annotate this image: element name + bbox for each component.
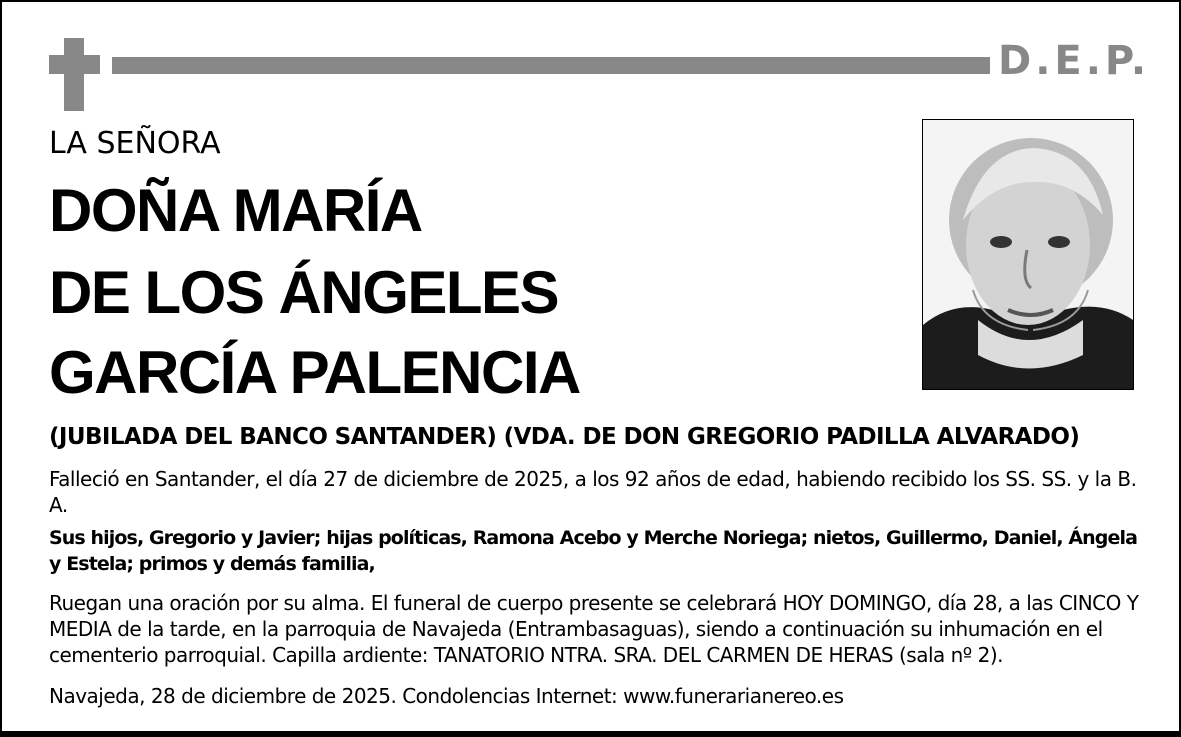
family-paragraph: Sus hijos, Gregorio y Javier; hijas políticas, Ramona Acebo y Merche Noriega; nietos, Guillermo, Daniel, Ángela y Estela; primos y demás familia, bbox=[49, 527, 1138, 575]
death-paragraph: Falleció en Santander, el día 27 de diciembre de 2025, a los 92 años de edad, habiendo recibido los SS. SS. y la B. A. bbox=[49, 467, 1137, 517]
name-line-1: DOÑA MARÍA bbox=[49, 177, 422, 244]
header-rule bbox=[112, 57, 990, 74]
cross-icon-vertical bbox=[64, 38, 84, 111]
footer-line: Navajeda, 28 de diciembre de 2025. Condolencias Internet: www.funerarianereo.es bbox=[49, 684, 844, 708]
subtitle: (JUBILADA DEL BANCO SANTANDER) (VDA. DE DON GREGORIO PADILLA ALVARADO) bbox=[49, 424, 1080, 450]
name-line-2: DE LOS ÁNGELES bbox=[49, 259, 559, 326]
intro-label: LA SEÑORA bbox=[49, 126, 221, 161]
funeral-paragraph: Ruegan una oración por su alma. El funeral de cuerpo presente se celebrará HOY DOMINGO, día 28, a las CINCO Y MEDIA de la tarde, en la parroquia de Navajeda (Entrambasaguas), siendo a continuación su inhumación en el cementerio parroquial. Capilla ardiente: TANATORIO NTRA. SRA. DEL CARMEN DE HERAS (sala nº 2). bbox=[49, 591, 1139, 667]
dep-label: D.E.P. bbox=[998, 38, 1151, 84]
cross-icon-horizontal bbox=[49, 55, 100, 74]
name-line-3: GARCÍA PALENCIA bbox=[49, 339, 580, 406]
portrait-photo bbox=[922, 119, 1134, 390]
